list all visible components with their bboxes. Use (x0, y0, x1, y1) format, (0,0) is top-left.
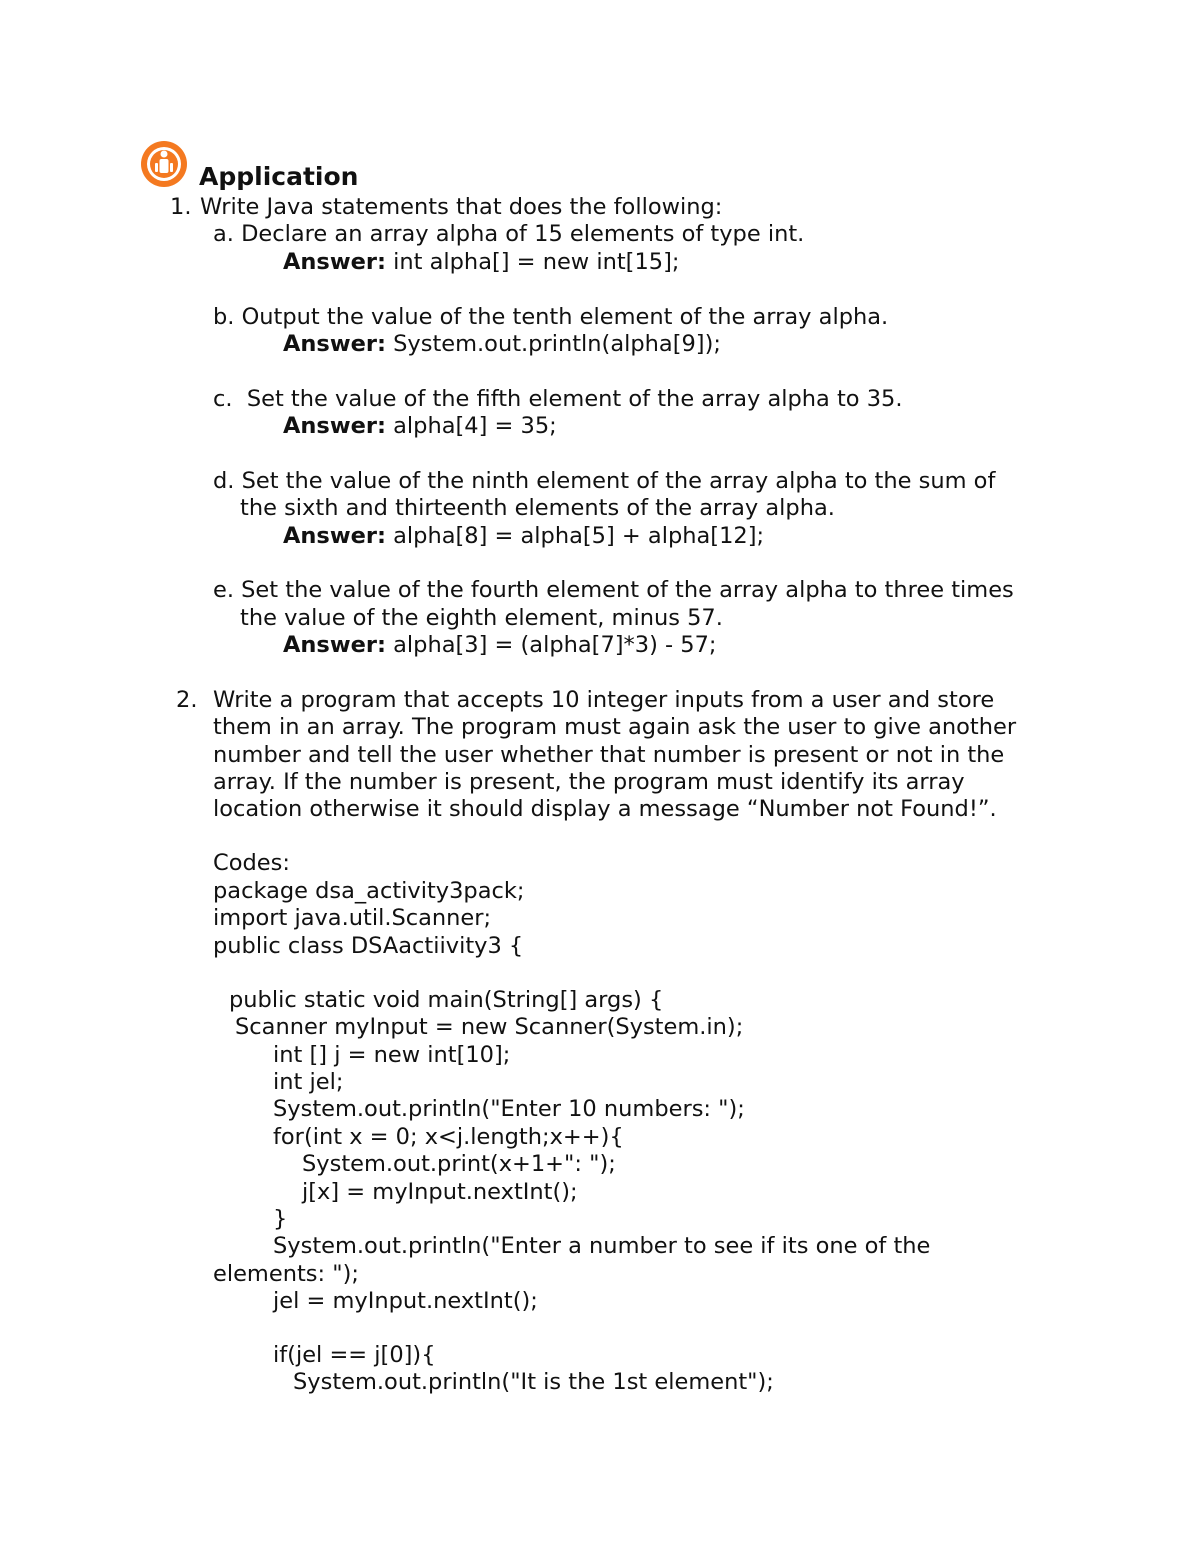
code-line: import java.util.Scanner; (213, 905, 492, 931)
question-2-number: 2. (176, 687, 198, 713)
question-2-prompt-line: Write a program that accepts 10 integer inputs from a user and store (213, 687, 995, 713)
code-line: jel = myInput.nextInt(); (273, 1288, 538, 1314)
item-e-prompt-cont: the value of the eighth element, minus 57. (240, 605, 723, 631)
item-c-answer: Answer: alpha[4] = 35; (283, 413, 557, 439)
application-person-icon (140, 140, 190, 188)
item-b-answer: Answer: System.out.println(alpha[9]); (283, 331, 721, 357)
item-c-prompt: c. Set the value of the fifth element of the array alpha to 35. (213, 386, 903, 412)
codes-label: Codes: (213, 850, 290, 876)
code-line: public static void main(String[] args) { (229, 987, 664, 1013)
code-line: int jel; (273, 1069, 344, 1095)
item-b-prompt: b. Output the value of the tenth element of the array alpha. (213, 304, 889, 330)
code-line: public class DSAactiivity3 { (213, 933, 524, 959)
question-1-prompt: Write Java statements that does the following: (200, 194, 723, 220)
item-e-answer: Answer: alpha[3] = (alpha[7]*3) - 57; (283, 632, 717, 658)
item-a-prompt: a. Declare an array alpha of 15 elements of type int. (213, 221, 805, 247)
item-d-prompt-cont: the sixth and thirteenth elements of the array alpha. (240, 495, 835, 521)
item-d-answer: Answer: alpha[8] = alpha[5] + alpha[12]; (283, 523, 765, 549)
question-2-prompt-line: them in an array. The program must again ask the user to give another (213, 714, 1017, 740)
question-1-number: 1. (170, 194, 192, 220)
code-line: } (273, 1206, 288, 1232)
item-d-prompt: d. Set the value of the ninth element of the array alpha to the sum of (213, 468, 996, 494)
question-2-prompt-line: location otherwise it should display a message “Number not Found!”. (213, 796, 997, 822)
question-2-prompt-line: number and tell the user whether that number is present or not in the (213, 742, 1005, 768)
code-line: int [] j = new int[10]; (273, 1042, 511, 1068)
code-line: elements: "); (213, 1261, 359, 1287)
code-line: j[x] = myInput.nextInt(); (302, 1179, 578, 1205)
item-e-prompt: e. Set the value of the fourth element of the array alpha to three times (213, 577, 1014, 603)
code-line: package dsa_activity3pack; (213, 878, 525, 904)
code-line: Scanner myInput = new Scanner(System.in); (235, 1014, 744, 1040)
code-line: System.out.println("It is the 1st element"); (293, 1369, 774, 1395)
code-line: if(jel == j[0]){ (273, 1342, 436, 1368)
code-line: for(int x = 0; x<j.length;x++){ (273, 1124, 624, 1150)
item-a-answer: Answer: int alpha[] = new int[15]; (283, 249, 680, 275)
section-heading: Application (199, 162, 359, 191)
code-line: System.out.println("Enter 10 numbers: "); (273, 1096, 745, 1122)
code-line: System.out.print(x+1+": "); (302, 1151, 616, 1177)
code-line: System.out.println("Enter a number to see if its one of the (273, 1233, 931, 1259)
question-2-prompt-line: array. If the number is present, the program must identify its array (213, 769, 965, 795)
